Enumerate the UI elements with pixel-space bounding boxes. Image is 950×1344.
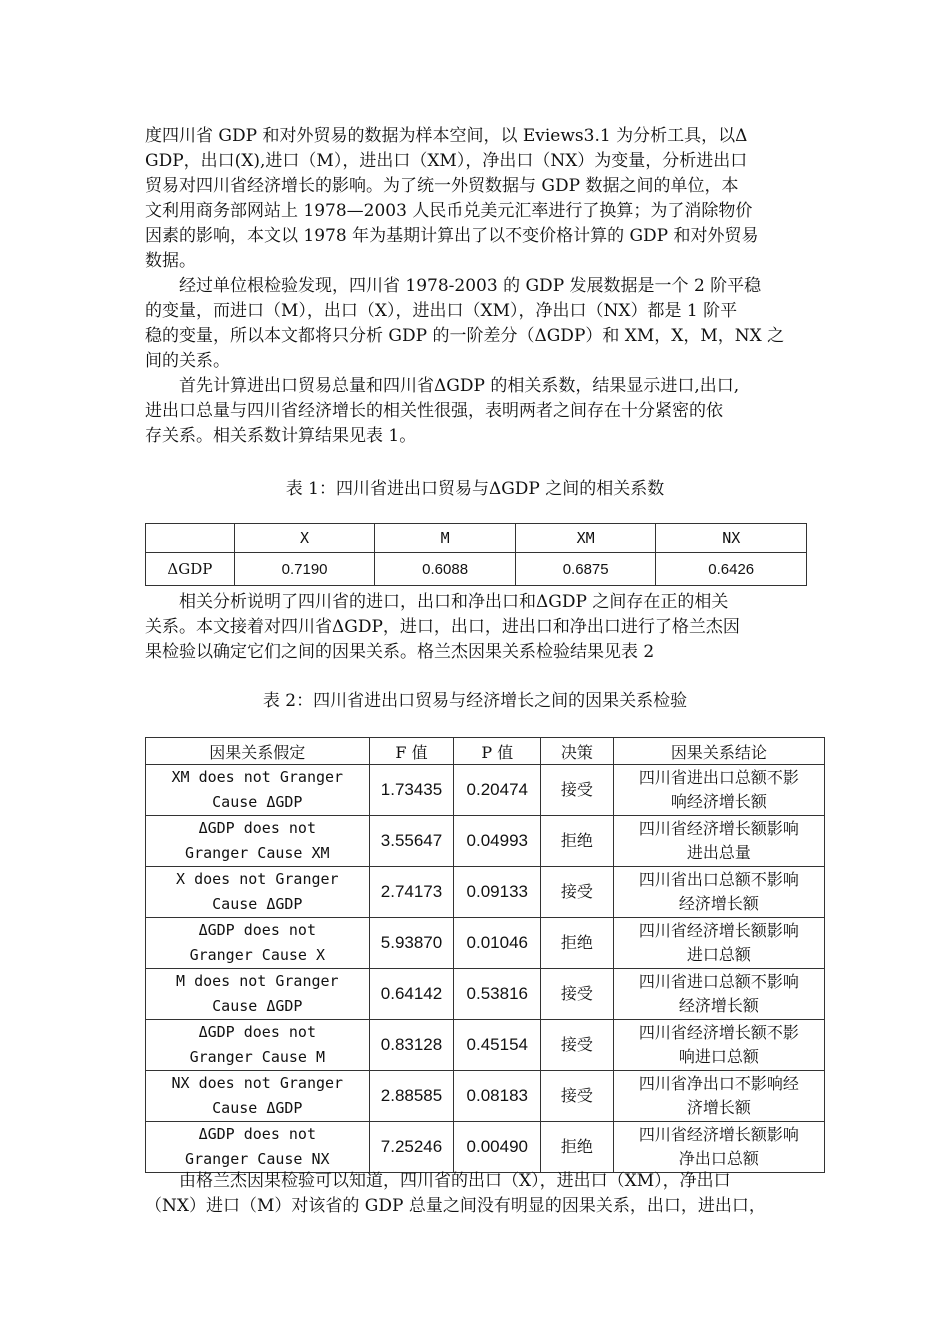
text-line: 关系。本文接着对四川省ΔGDP，进口，出口，进出口和净出口进行了格兰杰因 [145, 617, 740, 637]
p-value-cell: 0.04993 [454, 816, 541, 867]
text-line: 经过单位根检验发现，四川省 1978-2003 的 GDP 发展数据是一个 2 阶平稳 [145, 276, 762, 296]
f-value-cell: 2.88585 [369, 1071, 454, 1122]
conclusion-cell: 四川省经济增长额影响 净出口总额 [613, 1122, 824, 1173]
table-row [146, 969, 825, 1020]
text-line: 稳的变量，所以本文都将只分析 GDP 的一阶差分（ΔGDP）和 XM，X，M，NX 之 [145, 326, 785, 346]
p-value-cell: 0.01046 [454, 918, 541, 969]
conclusion-cell: 四川省经济增长额影响 进出总量 [613, 816, 824, 867]
hypothesis-cell: X does not Granger Cause ΔGDP [146, 867, 370, 918]
f-value-cell: 7.25246 [369, 1122, 454, 1173]
paragraph-2 [145, 274, 810, 374]
table-cell: 0.6088 [375, 553, 516, 586]
table-cell: 0.7190 [234, 553, 375, 586]
conclusion-cell: 四川省经济增长额影响 进口总额 [613, 918, 824, 969]
p-value-cell: 0.08183 [454, 1071, 541, 1122]
conclusion-cell: 四川省进口总额不影响 经济增长额 [613, 969, 824, 1020]
text-line: 贸易对四川省经济增长的影响。为了统一外贸数据与 GDP 数据之间的单位，本 [145, 176, 739, 196]
f-value-cell: 0.83128 [369, 1020, 454, 1071]
table-cell: 0.6426 [656, 553, 807, 586]
table-2-caption: 表 2：四川省进出口贸易与经济增长之间的因果关系检验 [262, 691, 688, 711]
paragraph-5 [145, 1169, 810, 1219]
table-header-cell: XM [515, 524, 656, 553]
row-label: ΔGDP [146, 553, 235, 586]
table-header-cell: 因果关系结论 [613, 738, 824, 765]
f-value-cell: 2.74173 [369, 867, 454, 918]
hypothesis-cell: NX does not Granger Cause ΔGDP [146, 1071, 370, 1122]
paragraph-4 [145, 590, 810, 665]
decision-cell: 接受 [541, 969, 614, 1020]
table-header-cell: X [234, 524, 375, 553]
hypothesis-cell: ΔGDP does not Granger Cause XM [146, 816, 370, 867]
hypothesis-cell: ΔGDP does not Granger Cause M [146, 1020, 370, 1071]
table-row [146, 816, 825, 867]
table-header-row [146, 738, 825, 765]
table-1-caption: 表 1：四川省进出口贸易与ΔGDP 之间的相关系数 [285, 479, 665, 499]
f-value-cell: 0.64142 [369, 969, 454, 1020]
granger-causality-table [145, 737, 825, 1173]
conclusion-cell: 四川省净出口不影响经 济增长额 [613, 1071, 824, 1122]
table-row [146, 1020, 825, 1071]
p-value-cell: 0.45154 [454, 1020, 541, 1071]
table-row [146, 918, 825, 969]
decision-cell: 接受 [541, 765, 614, 816]
text-line: 因素的影响，本文以 1978 年为基期计算出了以不变价格计算的 GDP 和对外贸易 [145, 226, 759, 246]
text-line: GDP，出口(X),进口（M），进出口（XM），净出口（NX）为变量，分析进出口 [145, 151, 748, 171]
table-row [146, 1071, 825, 1122]
decision-cell: 拒绝 [541, 1122, 614, 1173]
hypothesis-cell: XM does not Granger Cause ΔGDP [146, 765, 370, 816]
paragraph-1 [145, 124, 810, 274]
p-value-cell: 0.20474 [454, 765, 541, 816]
f-value-cell: 5.93870 [369, 918, 454, 969]
f-value-cell: 3.55647 [369, 816, 454, 867]
table-row [146, 867, 825, 918]
p-value-cell: 0.09133 [454, 867, 541, 918]
table-header-cell: 因果关系假定 [146, 738, 370, 765]
p-value-cell: 0.00490 [454, 1122, 541, 1173]
text-line: 相关分析说明了四川省的进口，出口和净出口和ΔGDP 之间存在正的相关 [145, 592, 729, 612]
text-line: 数据。 [145, 251, 196, 271]
text-line: 由格兰杰因果检验可以知道，四川省的出口（X），进出口（XM），净出口 [145, 1171, 731, 1191]
text-line: 文利用商务部网站上 1978—2003 人民币兑美元汇率进行了换算；为了消除物价 [145, 201, 753, 221]
table-header-cell: M [375, 524, 516, 553]
hypothesis-cell: M does not Granger Cause ΔGDP [146, 969, 370, 1020]
table-header-cell: NX [656, 524, 807, 553]
table-header-row [146, 524, 807, 553]
decision-cell: 接受 [541, 867, 614, 918]
conclusion-cell: 四川省出口总额不影响 经济增长额 [613, 867, 824, 918]
table-header-cell: P 值 [454, 738, 541, 765]
text-line: （NX）进口（M）对该省的 GDP 总量之间没有明显的因果关系，出口，进出口， [145, 1196, 766, 1216]
p-value-cell: 0.53816 [454, 969, 541, 1020]
table-row [146, 765, 825, 816]
text-line: 进出口总量与四川省经济增长的相关性很强，表明两者之间存在十分紧密的依 [145, 401, 723, 421]
conclusion-cell: 四川省经济增长额不影 响进口总额 [613, 1020, 824, 1071]
correlation-table [145, 523, 807, 586]
table-row [146, 1122, 825, 1173]
text-line: 间的关系。 [145, 351, 230, 371]
table-row [146, 553, 807, 586]
f-value-cell: 1.73435 [369, 765, 454, 816]
paragraph-3 [145, 374, 810, 449]
table-header-cell [146, 524, 235, 553]
decision-cell: 接受 [541, 1071, 614, 1122]
hypothesis-cell: ΔGDP does not Granger Cause X [146, 918, 370, 969]
hypothesis-cell: ΔGDP does not Granger Cause NX [146, 1122, 370, 1173]
table-header-cell: F 值 [369, 738, 454, 765]
text-line: 度四川省 GDP 和对外贸易的数据为样本空间，以 Eviews3.1 为分析工具，以Δ [145, 126, 748, 146]
decision-cell: 拒绝 [541, 918, 614, 969]
table-header-cell: 决策 [541, 738, 614, 765]
conclusion-cell: 四川省进出口总额不影 响经济增长额 [613, 765, 824, 816]
decision-cell: 拒绝 [541, 816, 614, 867]
table-cell: 0.6875 [515, 553, 656, 586]
text-line: 存关系。相关系数计算结果见表 1。 [145, 426, 417, 446]
text-line: 果检验以确定它们之间的因果关系。格兰杰因果关系检验结果见表 2 [145, 642, 655, 662]
decision-cell: 接受 [541, 1020, 614, 1071]
text-line: 的变量，而进口（M），出口（X），进出口（XM），净出口（NX）都是 1 阶平 [145, 301, 738, 321]
text-line: 首先计算进出口贸易总量和四川省ΔGDP 的相关系数，结果显示进口,出口, [145, 376, 740, 396]
